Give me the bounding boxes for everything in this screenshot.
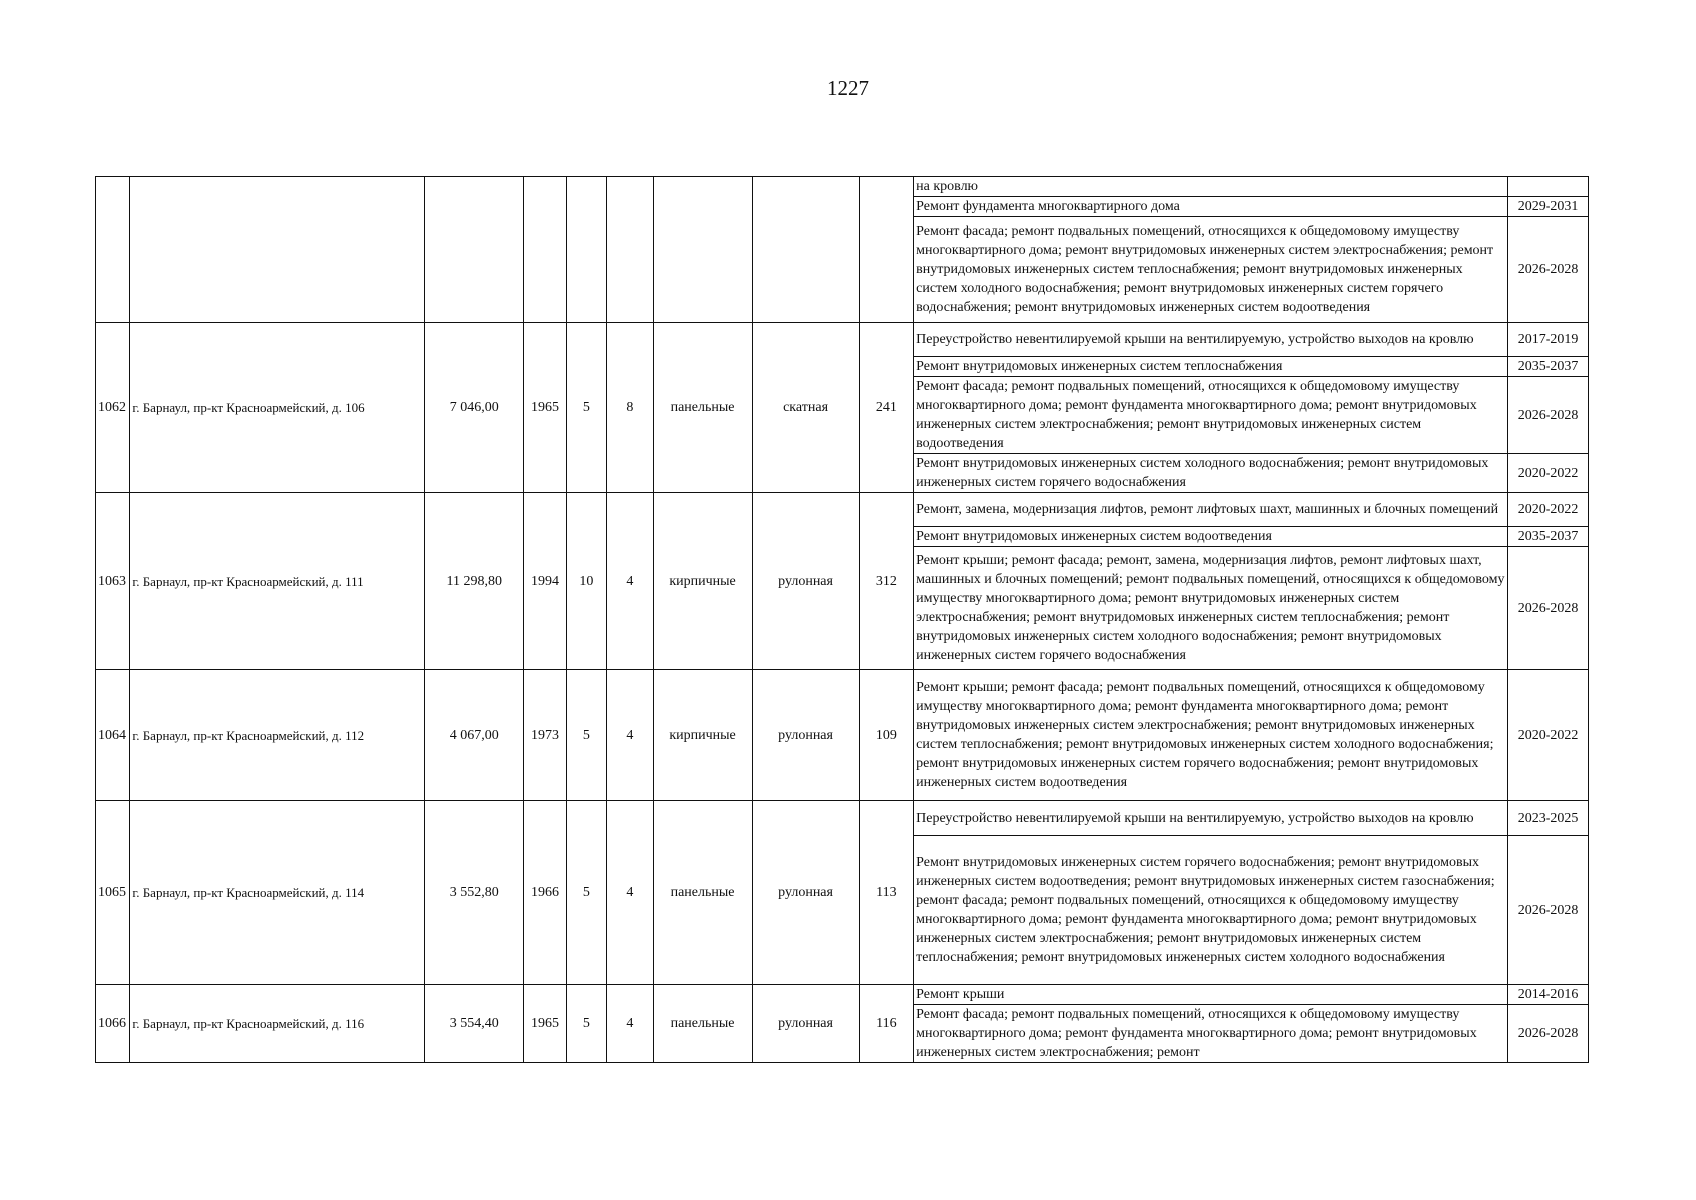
building-area-cell: 3 554,40 [425,985,524,1063]
wall-material-cell: кирпичные [653,670,752,801]
table-row [96,177,1589,197]
work-description-cell: Ремонт фасада; ремонт подвальных помещений, относящихся к общедомовому имуществу многоквартирного дома; ремонт фундамента многоквартирного дома; ремонт внутридомовых инженерных систем электроснабжения; ремонт [914,1005,1508,1063]
roof-type-cell: скатная [752,323,859,493]
building-entrances-cell: 4 [607,801,653,985]
work-description-cell: Ремонт фундамента многоквартирного дома [914,197,1508,217]
work-period-cell: 2020-2022 [1508,454,1589,493]
residents-count-cell: 116 [859,985,914,1063]
table-row [96,493,1589,527]
building-address-cell: г. Барнаул, пр-кт Красноармейский, д. 111 [130,493,425,670]
roof-type-cell: рулонная [752,670,859,801]
continued-address-cell [130,177,425,323]
wall-material-cell: кирпичные [653,493,752,670]
building-year-cell: 1994 [524,493,566,670]
page-number: 1227 [827,76,869,100]
work-description-cell: Ремонт, замена, модернизация лифтов, ремонт лифтовых шахт, машинных и блочных помещений [914,493,1508,527]
wall-material-cell: панельные [653,801,752,985]
work-description-cell: Переустройство невентилируемой крыши на вентилируемую, устройство выходов на кровлю [914,801,1508,836]
building-year-cell: 1973 [524,670,566,801]
work-description-cell: Ремонт внутридомовых инженерных систем водоотведения [914,527,1508,547]
work-description-cell: Ремонт внутридомовых инженерных систем теплоснабжения [914,357,1508,377]
building-floors-cell: 10 [566,493,606,670]
work-period-cell: 2026-2028 [1508,547,1589,670]
building-address-cell: г. Барнаул, пр-кт Красноармейский, д. 106 [130,323,425,493]
building-address-cell: г. Барнаул, пр-кт Красноармейский, д. 116 [130,985,425,1063]
work-period-cell: 2035-2037 [1508,357,1589,377]
work-description-cell: Ремонт крыши; ремонт фасада; ремонт, замена, модернизация лифтов, ремонт лифтовых шахт, машинных и блочных помещений; ремонт подвальных помещений, относящихся к общедомовому имуществу многоквартирного дома; ремонт внутридомовых инженерных систем электроснабжения; ремонт внутридомовых инженерных систем теплоснабжения; ремонт внутридомовых инженерных систем холодного водоснабжения; ремонт внутридомовых инженерных систем горячего водоснабжения [914,547,1508,670]
continued-num-cell [96,177,130,323]
building-number-cell: 1064 [96,670,130,801]
work-period-cell: 2026-2028 [1508,1005,1589,1063]
work-period-cell: 2017-2019 [1508,323,1589,357]
residents-count-cell: 241 [859,323,914,493]
continued-floors-cell [566,177,606,323]
table-row [96,670,1589,801]
building-floors-cell: 5 [566,670,606,801]
residents-count-cell: 109 [859,670,914,801]
continued-year-cell [524,177,566,323]
table-body [96,177,1589,1063]
repair-schedule-table [95,176,1589,1063]
continued-walls-cell [653,177,752,323]
work-description-cell: Переустройство невентилируемой крыши на вентилируемую, устройство выходов на кровлю [914,323,1508,357]
work-period-cell: 2026-2028 [1508,217,1589,323]
table-row [96,985,1589,1005]
work-description-cell: Ремонт крыши; ремонт фасада; ремонт подвальных помещений, относящихся к общедомовому имуществу многоквартирного дома; ремонт фундамента многоквартирного дома; ремонт внутридомовых инженерных систем электроснабжения; ремонт внутридомовых инженерных систем теплоснабжения; ремонт внутридомовых инженерных систем холодного водоснабжения; ремонт внутридомовых инженерных систем горячего водоснабжения; ремонт внутридомовых инженерных систем водоотведения [914,670,1508,801]
roof-type-cell: рулонная [752,493,859,670]
work-period-cell: 2035-2037 [1508,527,1589,547]
work-period-cell: 2026-2028 [1508,836,1589,985]
building-number-cell: 1065 [96,801,130,985]
residents-count-cell: 113 [859,801,914,985]
building-entrances-cell: 8 [607,323,653,493]
building-area-cell: 4 067,00 [425,670,524,801]
building-entrances-cell: 4 [607,985,653,1063]
work-description-cell: Ремонт внутридомовых инженерных систем горячего водоснабжения; ремонт внутридомовых инженерных систем водоотведения; ремонт внутридомовых инженерных систем газоснабжения; ремонт фасада; ремонт подвальных помещений, относящихся к общедомовому имуществу многоквартирного дома; ремонт фундамента многоквартирного дома; ремонт внутридомовых инженерных систем электроснабжения; ремонт внутридомовых инженерных систем теплоснабжения; ремонт внутридомовых инженерных систем холодного водоснабжения [914,836,1508,985]
work-period-cell: 2020-2022 [1508,493,1589,527]
roof-type-cell: рулонная [752,801,859,985]
building-area-cell: 3 552,80 [425,801,524,985]
work-period-cell: 2026-2028 [1508,377,1589,454]
building-address-cell: г. Барнаул, пр-кт Красноармейский, д. 114 [130,801,425,985]
work-description-cell: на кровлю [914,177,1508,197]
building-number-cell: 1062 [96,323,130,493]
wall-material-cell: панельные [653,985,752,1063]
building-area-cell: 7 046,00 [425,323,524,493]
work-period-cell: 2014-2016 [1508,985,1589,1005]
building-number-cell: 1066 [96,985,130,1063]
building-address-cell: г. Барнаул, пр-кт Красноармейский, д. 112 [130,670,425,801]
roof-type-cell: рулонная [752,985,859,1063]
building-area-cell: 11 298,80 [425,493,524,670]
building-floors-cell: 5 [566,985,606,1063]
building-entrances-cell: 4 [607,670,653,801]
work-description-cell: Ремонт фасада; ремонт подвальных помещений, относящихся к общедомовому имуществу многоквартирного дома; ремонт фундамента многоквартирного дома; ремонт внутридомовых инженерных систем электроснабжения; ремонт внутридомовых инженерных систем водоотведения [914,377,1508,454]
building-year-cell: 1965 [524,985,566,1063]
continued-area-cell [425,177,524,323]
residents-count-cell: 312 [859,493,914,670]
work-description-cell: Ремонт внутридомовых инженерных систем холодного водоснабжения; ремонт внутридомовых инженерных систем горячего водоснабжения [914,454,1508,493]
building-floors-cell: 5 [566,323,606,493]
work-description-cell: Ремонт фасада; ремонт подвальных помещений, относящихся к общедомовому имуществу многоквартирного дома; ремонт внутридомовых инженерных систем электроснабжения; ремонт внутридомовых инженерных систем теплоснабжения; ремонт внутридомовых инженерных систем холодного водоснабжения; ремонт внутридомовых инженерных систем горячего водоснабжения; ремонт внутридомовых инженерных систем водоотведения [914,217,1508,323]
continued-residents-cell [859,177,914,323]
continued-entrances-cell [607,177,653,323]
wall-material-cell: панельные [653,323,752,493]
building-year-cell: 1966 [524,801,566,985]
table-row [96,801,1589,836]
building-number-cell: 1063 [96,493,130,670]
building-entrances-cell: 4 [607,493,653,670]
building-floors-cell: 5 [566,801,606,985]
work-period-cell: 2029-2031 [1508,197,1589,217]
work-period-cell [1508,177,1589,197]
building-year-cell: 1965 [524,323,566,493]
table-row [96,323,1589,357]
continued-roof-cell [752,177,859,323]
work-description-cell: Ремонт крыши [914,985,1508,1005]
work-period-cell: 2020-2022 [1508,670,1589,801]
work-period-cell: 2023-2025 [1508,801,1589,836]
